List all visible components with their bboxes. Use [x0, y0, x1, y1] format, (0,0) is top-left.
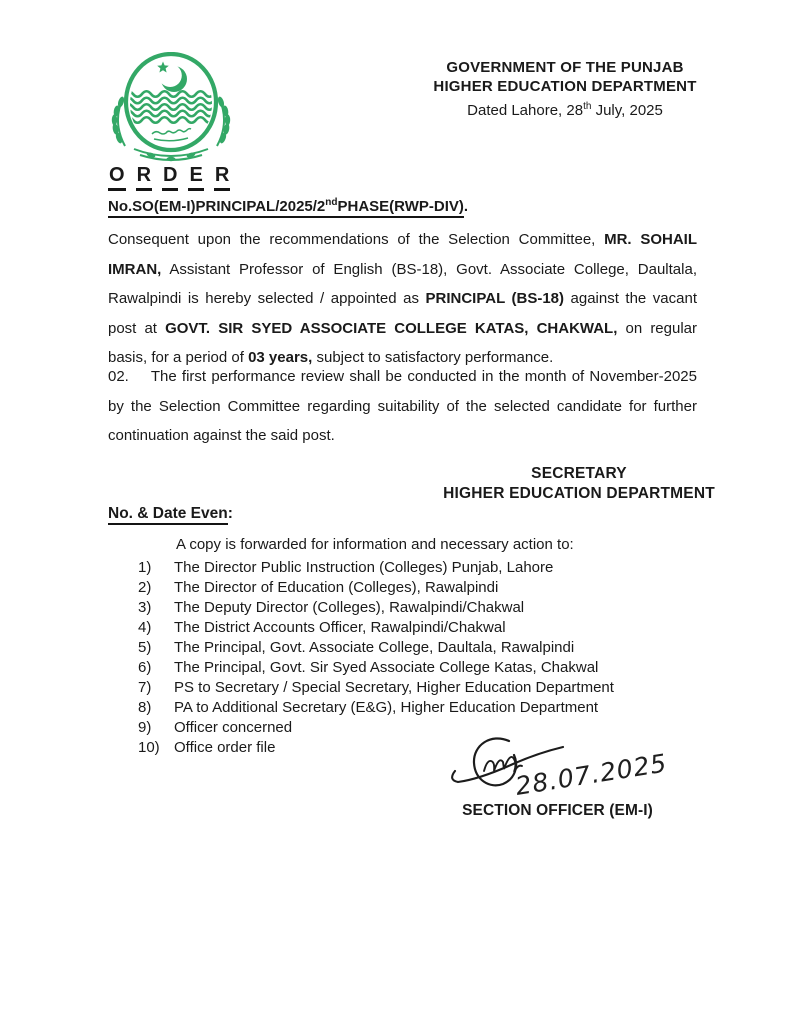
ref-ordinal-suffix: nd: [325, 197, 338, 208]
even-label: No. & Date Even: [108, 505, 228, 525]
section-officer-title: SECTION OFFICER (EM-I): [462, 802, 653, 819]
para2-number: 02.: [108, 368, 129, 385]
list-item-text: The Principal, Govt. Sir Syed Associate College Katas, Chakwal: [174, 659, 599, 676]
list-item: [108, 698, 697, 718]
signatory-department: HIGHER EDUCATION DEPARTMENT: [443, 484, 715, 502]
list-item-text: PA to Additional Secretary (E&G), Higher Education Department: [174, 699, 599, 716]
list-item-number: 9): [138, 719, 152, 736]
list-item-text: Officer concerned: [174, 719, 293, 736]
list-item-number: 5): [138, 639, 152, 656]
list-item-number: 3): [138, 599, 152, 616]
appointee-name: MR. SOHAIL IMRAN,: [108, 231, 697, 278]
list-item-text: The Deputy Director (Colleges), Rawalpindi/Chakwal: [174, 599, 525, 616]
org-name-line2: HIGHER EDUCATION DEPARTMENT: [433, 78, 697, 95]
list-item: [108, 658, 697, 678]
order-letter: D: [162, 164, 178, 191]
body-paragraph-1: [108, 225, 697, 373]
list-item: [108, 578, 697, 598]
list-item-text: PS to Secretary / Special Secretary, Higher Education Department: [174, 679, 614, 696]
list-item-text: Office order file: [174, 739, 276, 756]
even-colon: :: [227, 505, 233, 522]
para1-seg: subject to satisfactory performance.: [312, 349, 554, 366]
list-item-number: 10): [138, 739, 160, 756]
para1-seg: Consequent upon the recommendations of the Selection Committee,: [108, 231, 605, 248]
handwritten-signature-icon: [445, 733, 670, 809]
ref-period: .: [463, 198, 469, 215]
tenure-period: 03 years,: [248, 349, 313, 366]
list-item: [108, 558, 697, 578]
list-item-number: 4): [138, 619, 152, 636]
signatory-block: [430, 464, 728, 503]
order-heading: [108, 164, 240, 191]
date-prefix: Dated Lahore, 28: [467, 102, 584, 119]
date-ordinal-suffix: th: [583, 101, 592, 112]
para2-text: The first performance review shall be conducted in the month of November-2025 by the Selection Committee regarding suitability of the selected candidate for further continuation against the said post.: [108, 368, 697, 444]
list-item-number: 8): [138, 699, 152, 716]
list-item: [108, 618, 697, 638]
list-item-text: The Director of Education (Colleges), Rawalpindi: [174, 579, 499, 596]
body-paragraph-2: [108, 362, 697, 451]
post-title: PRINCIPAL (BS-18): [425, 290, 564, 307]
college-name: GOVT. SIR SYED ASSOCIATE COLLEGE KATAS, CHAKWAL,: [165, 319, 618, 337]
list-item-number: 1): [138, 559, 152, 576]
list-item: [108, 638, 697, 658]
letterhead: [418, 58, 712, 120]
order-letter: R: [136, 164, 152, 191]
para1-seg: on regular basis, for a period of: [108, 319, 698, 366]
reference-number: No.SO(EM-I)PRINCIPAL/2025/2ndPHASE(RWP-DIV): [108, 198, 464, 218]
list-item: [108, 678, 697, 698]
signature-date: 28.07.2025: [513, 748, 670, 801]
para1-seg: against the vacant post at: [108, 290, 697, 337]
org-name-line1: GOVERNMENT OF THE PUNJAB: [446, 59, 684, 76]
list-item-number: 2): [138, 579, 152, 596]
list-item-number: 7): [138, 679, 152, 696]
distribution-list: [108, 558, 697, 758]
date-line: [418, 101, 712, 120]
cc-intro-line: A copy is forwarded for information and necessary action to:: [176, 536, 574, 553]
number-date-even-line: [108, 505, 233, 523]
reference-number-line: [108, 197, 468, 217]
list-item-text: The District Accounts Officer, Rawalpindi/Chakwal: [174, 619, 506, 636]
list-item-number: 6): [138, 659, 152, 676]
list-item-text: The Principal, Govt. Associate College, Daultala, Rawalpindi: [174, 639, 575, 656]
date-suffix: July, 2025: [591, 102, 663, 119]
order-letter: E: [188, 164, 203, 191]
signatory-designation: SECRETARY: [531, 465, 627, 482]
list-item-text: The Director Public Instruction (Colleges) Punjab, Lahore: [174, 559, 554, 576]
order-letter: R: [214, 164, 230, 191]
order-letter: O: [108, 164, 126, 191]
punjab-government-emblem-icon: [104, 52, 240, 166]
list-item: [108, 598, 697, 618]
para1-seg: Assistant Professor of English (BS-18), Govt. Associate College, Daultala, Rawalpindi is hereby selected / appointed as: [108, 260, 697, 307]
